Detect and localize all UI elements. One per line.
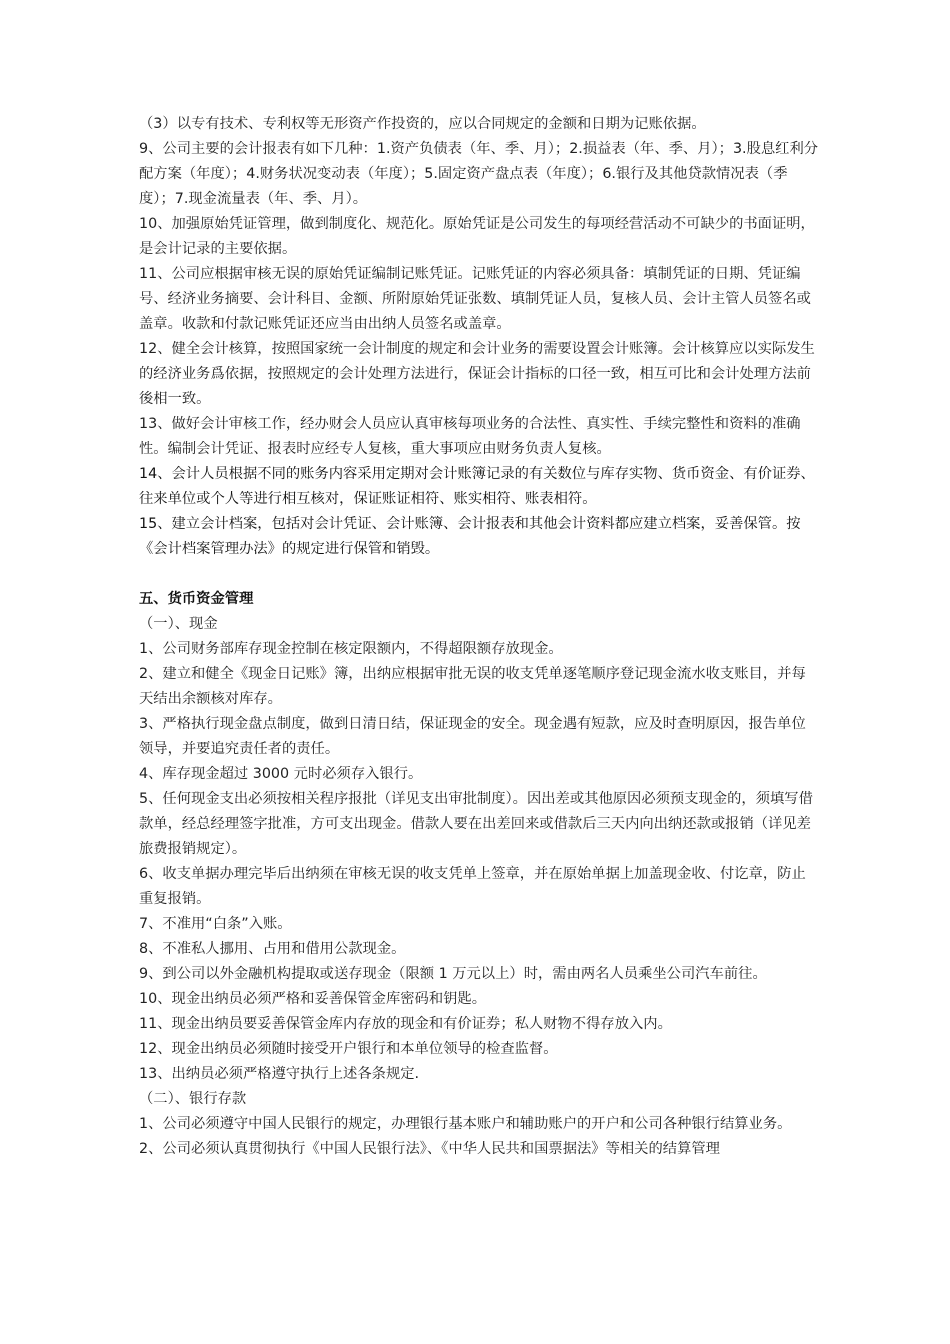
cash-item: 9、到公司以外金融机构提取或送存现金（限额 1 万元以上）时，需由两名人员乘坐公司汽车前往。 (139, 966, 767, 982)
cash-item: 6、收支单据办理完毕后出纳须在审核无误的收支凭单上签章，并在原始单据上加盖现金收、付讫章，防止重复报销。 (139, 866, 806, 907)
cash-item: 13、出纳员必须严格遵守执行上述各条规定. (139, 1066, 420, 1082)
cash-item: 3、严格执行现金盘点制度，做到日清日结，保证现金的安全。现金遇有短款，应及时查明原因，报告单位领导，并要追究责任者的责任。 (139, 716, 806, 757)
bank-subheading: （二）、银行存款 (139, 1091, 247, 1107)
paragraph-rule-14-reconcile: 14、会计人员根据不同的账务内容采用定期对会计账簿记录的有关数位与库存实物、货币资金、有价证券、往来单位或个人等进行相互核对，保证账证相符、账实相符、账表相符。 (139, 466, 815, 507)
document-page (139, 112, 819, 1162)
cash-item: 1、公司财务部库存现金控制在核定限额内，不得超限额存放现金。 (139, 641, 563, 657)
bank-item: 1、公司必须遵守中国人民银行的规定，办理银行基本账户和辅助账户的开户和公司各种银行结算业务。 (139, 1116, 792, 1132)
blank-line (139, 562, 819, 587)
accounting-rules-section (139, 112, 819, 562)
cash-item: 11、现金出纳员要妥善保管金库内存放的现金和有价证券；私人财物不得存放入内。 (139, 1016, 672, 1032)
cash-item: 5、任何现金支出必须按相关程序报批（详见支出审批制度）。因出差或其他原因必须预支现金的，须填写借款单，经总经理签字批准，方可支出现金。借款人要在出差回来或借款后三天内向出纳还款或报销（详见差旅费报销规定）。 (139, 791, 813, 857)
paragraph-rule-12-accounting: 12、健全会计核算，按照国家统一会计制度的规定和会计业务的需要设置会计账簿。会计核算应以实际发生的经济业务爲依据，按照规定的会计处理方法进行，保证会计指标的口径一致，相互可比和会计处理方法前後相一致。 (139, 341, 815, 407)
cash-item: 7、不准用“白条”入账。 (139, 916, 292, 932)
cash-item: 2、建立和健全《现金日记账》簿，出纳应根据审批无误的收支凭单逐笔顺序登记现金流水收支账目，并每天结出余额核对库存。 (139, 666, 806, 707)
paragraph-rule-13-audit: 13、做好会计审核工作，经办财会人员应认真审核每项业务的合法性、真实性、手续完整性和资料的准确性。编制会计凭证、报表时应经专人复核，重大事项应由财务负责人复核。 (139, 416, 801, 457)
paragraph-rule-15-archive: 15、建立会计档案，包括对会计凭证、会计账簿、会计报表和其他会计资料都应建立档案，妥善保管。按《会计档案管理办法》的规定进行保管和销毁。 (139, 516, 801, 557)
monetary-funds-section (139, 587, 819, 1162)
cash-subheading: （一）、现金 (139, 616, 218, 632)
bank-item: 2、公司必须认真贯彻执行《中国人民银行法》、《中华人民共和国票据法》等相关的结算管理 (139, 1141, 720, 1157)
paragraph-rule-10-vouchers: 10、加强原始凭证管理，做到制度化、规范化。原始凭证是公司发生的每项经营活动不可缺少的书面证明，是会计记录的主要依据。 (139, 216, 815, 257)
section-heading: 五、货币资金管理 (139, 591, 254, 607)
cash-item: 10、现金出纳员必须严格和妥善保管金库密码和钥匙。 (139, 991, 487, 1007)
paragraph-intangible-assets: （3）以专有技术、专利权等无形资产作投资的，应以合同规定的金额和日期为记账依据。 (139, 116, 706, 132)
paragraph-rule-11-bookkeeping: 11、公司应根据审核无误的原始凭证编制记账凭证。记账凭证的内容必须具备：填制凭证的日期、凭证编号、经济业务摘要、会计科目、金额、所附原始凭证张数、填制凭证人员，复核人员、会计主管人员签名或盖章。收款和付款记账凭证还应当由出纳人员签名或盖章。 (139, 266, 811, 332)
cash-item: 12、现金出纳员必须随时接受开户银行和本单位领导的检查监督。 (139, 1041, 558, 1057)
paragraph-rule-9-reports: 9、公司主要的会计报表有如下几种：1.资产负债表（年、季、月）；2.损益表（年、季、月）；3.股息红利分配方案（年度）；4.财务状况变动表（年度）；5.固定资产盘点表（年度）；6.银行及其他贷款情况表（季度）；7.现金流量表（年、季、月）。 (139, 141, 819, 207)
cash-item: 8、不准私人挪用、占用和借用公款现金。 (139, 941, 406, 957)
cash-item: 4、库存现金超过 3000 元时必须存入银行。 (139, 766, 423, 782)
